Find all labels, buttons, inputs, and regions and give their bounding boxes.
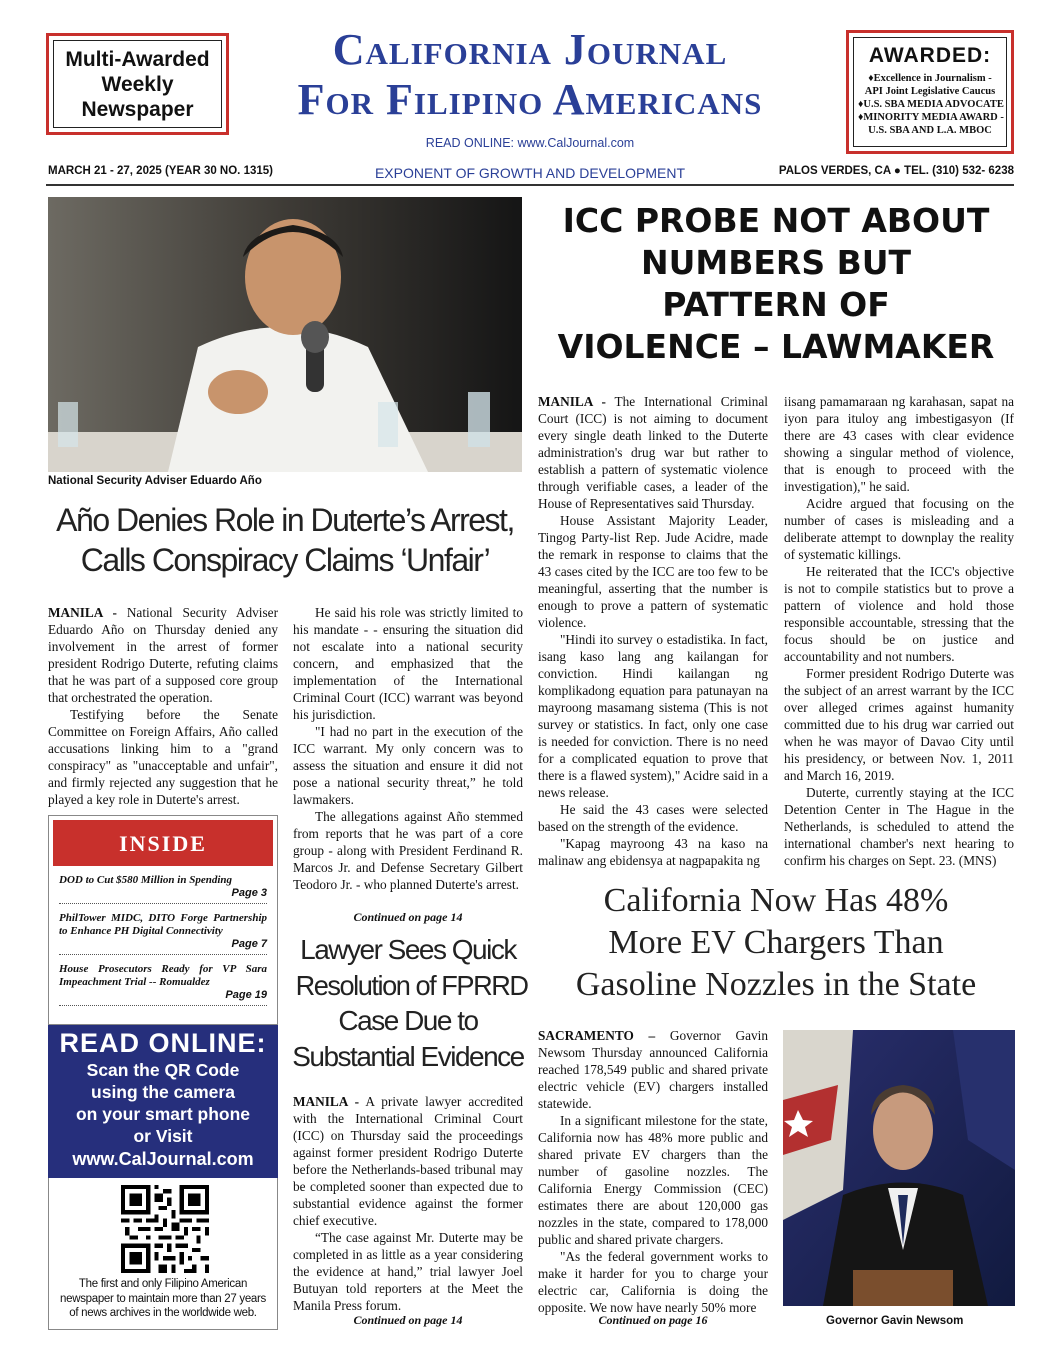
paragraph-text: The International Criminal Court (ICC) is not aiming to document every single death linked to the Duterte administration's drug war but rather to establish a pattern of systematic violence through verifiable cases, a leader of the House of Representatives said Thursday. [538,394,768,511]
inside-item-title: DOD to Cut $580 Million in Spending [59,874,232,886]
ev-story-col [538,1027,768,1316]
inside-title: INSIDE [53,820,273,866]
tagline: EXPONENT OF GROWTH AND DEVELOPMENT [374,165,686,181]
ano-story-col2 [293,604,523,893]
paragraph [538,1027,768,1112]
main-headline [535,200,1017,368]
inside-item-page: Page 7 [231,938,267,950]
continued-link[interactable]: Continued on page 14 [353,910,463,924]
headline-line: Calls Conspiracy Claims ‘Unfair’ [80,542,490,578]
paragraph: In a significant milestone for the state, California now has 48% more public and shared private EV chargers than the number of gasoline nozzles. The California Energy Commission (CEC) estimates there are about 120,000 gas nozzles in the state, compared to 178,000 public and shared private chargers. [538,1113,768,1247]
awarded-box [846,30,1014,154]
dateline-word: MANILA - [293,1094,360,1109]
qr-code-icon[interactable] [121,1185,209,1273]
headline-line: California Now Has 48% [603,882,949,919]
multi-awarded-badge [46,33,229,135]
badge-line: Newspaper [81,97,194,121]
dateline-word: MANILA - [538,394,606,409]
headline-line: Gasoline Nozzles in the State [575,966,977,1003]
badge-line: Multi-Awarded [65,47,210,71]
continued-link[interactable]: Continued on page 16 [598,1313,708,1327]
newsom-photo [783,1030,1015,1306]
paragraph [293,1093,523,1229]
inside-item-title: PhilTower MIDC, DITO Forge Partnership to Enhance PH Digital Connectivity [59,912,267,937]
paragraph: "I had no part in the execution of the ICC warrant. My only concern was to assess the situation and ensure it did not pose a national security threat,” he told lawmakers. [293,724,523,807]
headline-line: Case Due to [338,1005,478,1036]
paragraph [538,393,768,512]
masthead-title [240,25,820,124]
headline-line: Año Denies Role in Duterte’s Arrest, [56,502,514,538]
header-rule [46,184,1014,186]
website-link[interactable]: www.CalJournal.com [72,1149,254,1169]
paragraph-text: Governor Gavin Newsom Thursday announced California reached 178,549 public and shared private electric vehicle (EV) chargers installed statewide. [538,1028,768,1111]
paragraph [48,604,278,706]
continued-link[interactable]: Continued on page 14 [353,1313,463,1327]
paragraph: Testifying before the Senate Committee on Foreign Affairs, Año called accusations linking him to a "grand conspiracy" as "unacceptable and unfair", and firmly rejected any suggestion that he played a key role in Duterte's arrest. [48,707,278,807]
headline-line: Lawyer Sees Quick [300,934,516,965]
archive-note: The first and only Filipino American newspaper to maintain more than 27 years of news archives in the worldwide web. [60,1278,266,1319]
read-online-line: using the camera [91,1082,235,1102]
paragraph-text: A private lawyer accredited with the International Criminal Court (ICC) on Thursday said the proceedings against former president Rodrigo Duterte before the Netherlands-based tribunal may be completed sooner than expected due to substantial evidence against the former chief executive. [293,1094,523,1228]
headline-line: Resolution of FPRRD [295,969,528,1001]
inside-item-page: Page 19 [225,989,267,1001]
inside-item[interactable] [59,963,267,1006]
paragraph: He said his role was strictly limited to his mandate - - ensuring the situation did not escalate into a national security concern, and emphasized that the implementation of the International Criminal Court (ICC) warrant was beyond his jurisdiction. [293,605,523,722]
paragraph: Duterte, currently staying at the ICC Detention Center in The Hague in the Netherlands, is scheduled to attend the international chamber's next hearing to confirm his charges on Sept. 23. (MNS) [784,785,1014,868]
paragraph: The allegations against Año stemmed from reports that he was part of a core group - along with President Ferdinand R. Marcos Jr. and Defense Secretary Gilbert Teodoro Jr. - who planned Duterte's arrest. [293,809,523,892]
ano-headline [48,500,522,580]
inside-item-title: House Prosecutors Ready for VP Sara Impeachment Trial -- Romualdez [59,963,267,988]
paragraph: “The case against Mr. Duterte may be completed in as little as a year considering the evidence at hand,” trial lawyer Joel Butuyan told reporters at the Meet the Manila Press forum. [293,1230,523,1313]
inside-item[interactable] [59,874,267,904]
paragraph: He said the 43 cases were selected based on the strength of the evidence. [538,802,768,834]
read-online-link[interactable]: READ ONLINE: www.CalJournal.com [425,136,635,150]
inside-item[interactable] [59,912,267,955]
headline-line: More EV Chargers Than [608,924,944,961]
read-online-box [48,1025,278,1178]
read-online-line: Scan the QR Code [86,1060,240,1080]
location-phone: PALOS VERDES, CA ● TEL. (310) 532- 6238 [778,165,1014,177]
award-line: ♦U.S. SBA MEDIA ADVOCATE [858,99,1004,110]
ano-story-col1 [48,604,278,808]
photo-caption: National Security Adviser Eduardo Año [48,475,262,487]
award-line: API Joint Legislative Caucus [864,86,996,97]
read-online-line: or Visit [133,1126,193,1146]
dateline-word: MANILA - [48,605,117,620]
inside-box [48,815,278,1025]
badge-line: Weekly [101,72,174,96]
paragraph: iisang pamamaraan ng karahasan, sapat na iyon para ituloy ang imbestigasyon (If there are 43 cases with clear evidence showing a singular method of violence, that is enough to proceed with the investigation)," he said. [784,394,1014,494]
masthead-line2: For Filipino Americans [297,75,763,124]
paragraph: House Assistant Majority Leader, Tingog Party-list Rep. Jude Acidre, made the remark in response to claims that the 43 cases cited by the ICC are too few to be meaningful, asserting that the number is enough to prove a pattern of systematic violence. [538,513,768,630]
award-line: ♦Excellence in Journalism - [868,73,992,84]
dateline-word: SACRAMENTO – [538,1028,656,1043]
main-story-col1 [538,393,768,869]
main-story-col2 [784,393,1014,869]
issue-date: MARCH 21 - 27, 2025 (YEAR 30 NO. 1315) [48,165,273,177]
headline-line: ICC PROBE NOT ABOUT [562,201,990,240]
awarded-title: AWARDED: [868,44,992,67]
award-line: U.S. SBA AND L.A. MBOC [868,125,992,136]
lawyer-headline [292,932,528,1074]
photo-caption: Governor Gavin Newsom [826,1315,964,1327]
masthead-line1: California Journal [332,25,728,74]
paragraph: "Hindi ito survey o estadistika. In fact, isang kaso lang ang kailangan for conviction. Hindi kailangan ng komplikadong equation para patunayan na mayroong masamang sistema (This is not survey or statistics. In fact, only one case is needed for conviction. There is no need for a complicated equation to prove that there is a flawed system)," Acidre said in a news release. [538,632,768,800]
paragraph-text: National Security Adviser Eduardo Año on Thursday denied any involvement in the arrest of former president Rodrigo Duterte, refuting claims that he was part of a supposed core group that orchestrated the operation. [48,605,279,705]
ano-photo [48,197,522,472]
paragraph: "As the federal government works to make it harder for you to charge your electric car, California is doing the opposite. We now have nearly 50% more [538,1249,768,1315]
ev-headline [535,880,1017,1006]
read-online-title: READ ONLINE: [59,1028,267,1058]
read-online-line: on your smart phone [75,1104,251,1124]
lawyer-story-col [293,1093,523,1314]
qr-panel [48,1178,278,1330]
paragraph: Acidre argued that focusing on the number of cases is misleading and a deliberate attempt to downplay the reality of systematic killings. [784,496,1014,562]
headline-line: NUMBERS BUT [640,243,912,282]
headline-line: VIOLENCE – LAWMAKER [557,327,995,366]
headline-line: PATTERN OF [662,285,890,324]
award-line: ♦MINORITY MEDIA AWARD - [858,112,1004,123]
paragraph: He reiterated that the ICC's objective is not to compile statistics but to prove a pattern of violence and hold those responsible accountable, stressing that the focus should be on justice and accountability and not numbers. [784,564,1014,664]
inside-item-page: Page 3 [231,887,267,899]
paragraph: "Kapag mayroong 43 na kaso na malinaw ang ebidensya at nagpapakita ng [538,836,768,868]
paragraph: Former president Rodrigo Duterte was the subject of an arrest warrant by the ICC over alleged crimes against humanity committed due to his drug war carried out when he was mayor of Davao City until his presidency, or between Nov. 1, 2011 and March 16, 2019. [784,666,1014,783]
headline-line: Substantial Evidence [292,1040,524,1072]
